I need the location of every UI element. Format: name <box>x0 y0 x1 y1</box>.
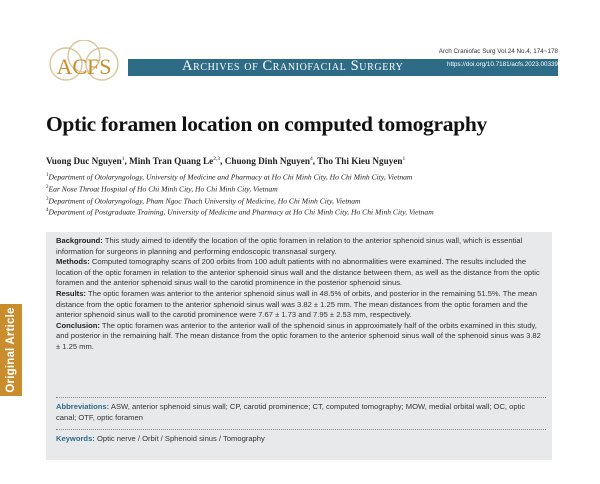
author-name: Tho Thi Kieu Nguyen <box>317 156 403 167</box>
abstract-background <box>56 236 546 257</box>
author-affil-mark: 2,3 <box>213 156 221 162</box>
abbreviations <box>56 402 546 423</box>
conclusion-text: The optic foramen was anterior to the anterior wall of the sphenoid sinus in approximately half of the orbits examined in this study, and posterior in the remaining half. The mean distance from the optic foramen to the anterior sphenoid sinus wall of the sphenoid sinus was 3.82 ± 1.25 mm. <box>56 320 541 351</box>
affiliation-item: $^2$Ear Nose Throat Hospital of Ho Chi Minh City, Ho Chi Minh City, Vietnam <box>46 184 278 194</box>
abstract-methods <box>56 257 546 289</box>
abstract-divider <box>56 397 546 398</box>
abstract-conclusion <box>56 321 546 353</box>
author-name: Chuong Dinh Nguyen <box>224 156 310 167</box>
keywords-text: Optic nerve / Orbit / Sphenoid sinus / Tomography <box>96 434 265 443</box>
keywords <box>56 434 546 445</box>
author-affil-mark: 1 <box>121 156 125 162</box>
article-title: Optic foramen location on computed tomography <box>46 112 487 136</box>
author-list: Vuong Duc Nguyen$^1$, Minh Tran Quang Le$^{2,3}$, Chuong Dinh Nguyen$^4$, Tho Thi Kieu Nguyen$^1$ <box>46 156 406 167</box>
journal-name: Archives of Craniofacial Surgery <box>182 58 404 74</box>
author-affil-mark: 4 <box>309 156 313 162</box>
journal-logo <box>44 40 124 88</box>
methods-text: Computed tomography scans of 200 orbits from 100 adult patients with no abnormalities were examined. The results included the location of the optic foramen in relation to the anterior sphenoid sinus wall and the distance between them, as well as the distance from the optic foramen and the anterior sphenoid sinus wall to the carotid prominence in the posterior sphenoid sinus. <box>56 257 540 288</box>
background-text: This study aimed to identify the location of the optic foramen in relation to the anterior sphenoid sinus wall, which is essential information for surgeons in planning and performing endoscopic transnasal surgery. <box>56 236 523 256</box>
affiliation-item: $^4$Department of Postgraduate Training, University of Medicine and Pharmacy at Ho Chi Minh City, Ho Chi Minh City, Vietnam <box>46 208 434 218</box>
author-name: Vuong Duc Nguyen <box>46 156 122 167</box>
conclusion-label: Conclusion: <box>56 320 100 330</box>
abbreviations-label: Abbreviations: <box>56 402 110 411</box>
citation-doi-link[interactable]: https://doi.org/10.7181/acfs.2023.00339 <box>447 61 558 68</box>
keywords-label: Keywords: <box>56 434 95 443</box>
author-affil-mark: 1 <box>402 156 406 162</box>
affiliation-item: $^3$Department of Otolaryngology, Pham Ngoc Thach University of Medicine, Ho Chi Minh City, Vietnam <box>46 196 361 206</box>
abstract-body <box>56 236 546 353</box>
affiliation-list <box>46 171 434 218</box>
results-text: The optic foramen was anterior to the anterior sphenoid sinus wall in 48.5% of orbits, and posterior in the remaining 51.5%. The mean distance from the optic foramen to the anterior sphenoid sinus wall was 3.82 ± 1.25 mm. The mean distances from the optic foramen and the anterior sphenoid sinus wall to the carotid prominence were 7.67 ± 1.73 and 7.95 ± 2.53 mm, respectively. <box>56 288 537 320</box>
methods-label: Methods: <box>56 257 90 267</box>
author-name: Minh Tran Quang Le <box>129 156 214 167</box>
results-label: Results: <box>56 288 86 298</box>
article-type-label: Original Article <box>5 307 17 393</box>
affiliation-item: $^1$Department of Otolaryngology, University of Medicine and Pharmacy at Ho Chi Minh City, Ho Chi Minh City, Vietnam <box>46 172 413 182</box>
citation-block <box>439 47 558 67</box>
abstract-results <box>56 289 546 321</box>
background-label: Background: <box>56 236 103 245</box>
abbreviations-text: ASW, anterior sphenoid sinus wall; CP, carotid prominence; CT, computed tomography; MOW, medial orbital wall; OC, optic canal; OTF, optic foramen <box>56 402 526 422</box>
keywords-divider <box>56 429 546 430</box>
logo-text: ACFS <box>56 54 112 79</box>
citation-volume: Arch Craniofac Surg Vol.24 No.4, 174~178 <box>438 48 558 55</box>
